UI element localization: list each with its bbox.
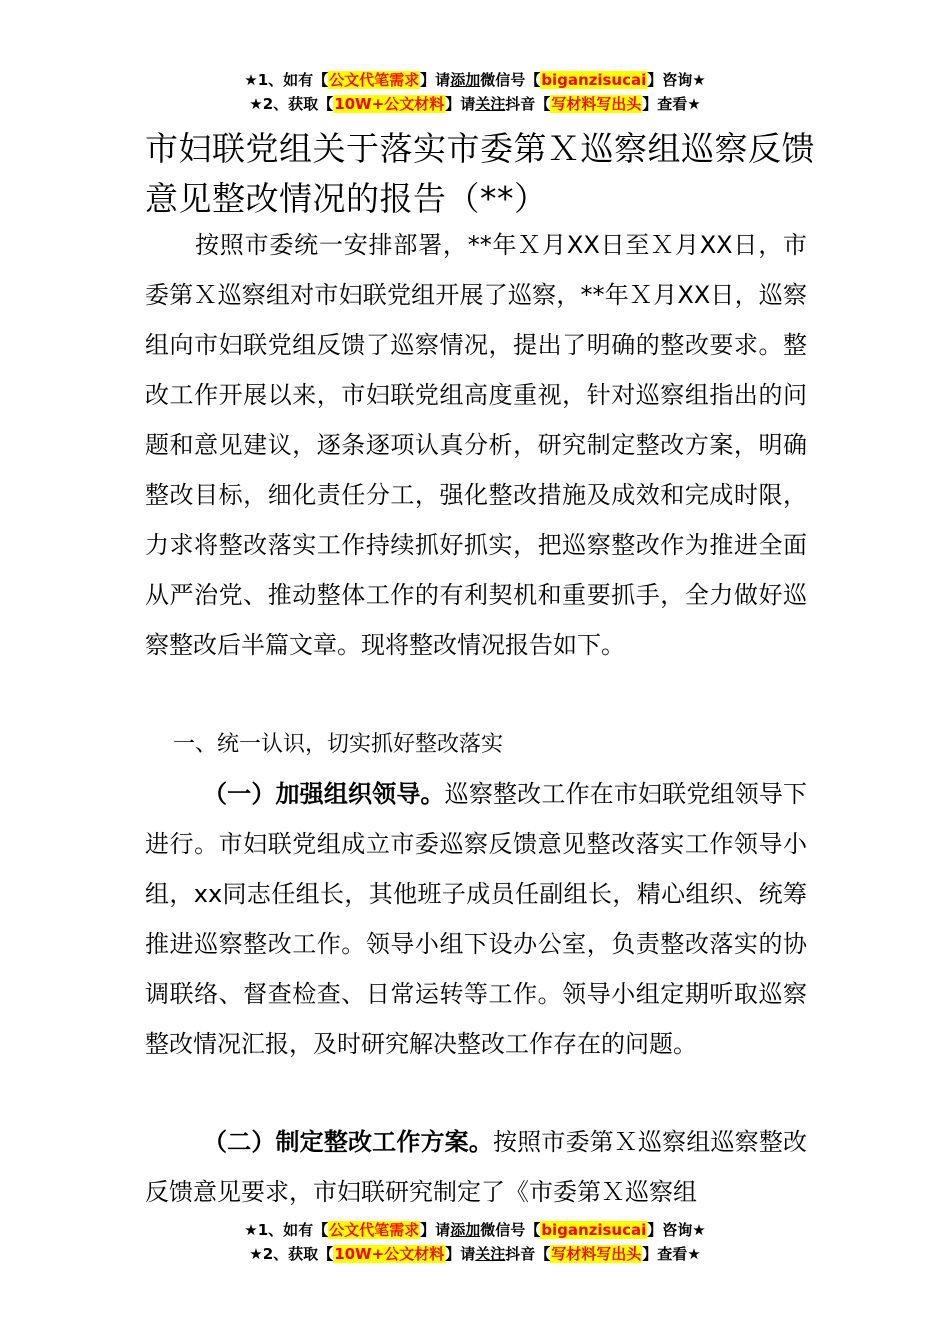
promo-underlined: 添加 — [450, 1221, 481, 1239]
promo-highlight: 10W+公文材料 — [334, 95, 445, 113]
promo-text: 】咨询★ — [647, 71, 706, 89]
promo-text: 】咨询★ — [647, 1221, 706, 1239]
promo-text: 】请 — [445, 95, 476, 113]
promo-underlined: 关注 — [475, 1245, 506, 1263]
promo-text: 】请 — [420, 1221, 451, 1239]
promo-line-1 — [0, 1218, 950, 1242]
promo-text: ★1、如有【 — [244, 71, 329, 89]
promo-text: ★1、如有【 — [244, 1221, 329, 1239]
subsection-paragraph-1 — [145, 769, 807, 1069]
promo-highlight: 写材料写出头 — [551, 95, 642, 113]
subsection-text-1: 巡察整改工作在市妇联党组领导下进行。市妇联党组成立市委巡察反馈意见整改落实工作领导小组，xx同志任组长，其他班子成员任副组长，精心组织、统筹推进巡察整改工作。领导小组下设办公室，负责整改落实的协调联络、督查检查、日常运转等工作。领导小组定期听取巡察整改情况汇报，及时研究解决整改工作存在的问题。 — [145, 780, 808, 1058]
promo-line-2 — [0, 1242, 950, 1266]
promo-banner-bottom — [0, 1218, 950, 1266]
promo-highlight: 公文代笔需求 — [329, 71, 420, 89]
promo-highlight: 公文代笔需求 — [329, 1221, 420, 1239]
promo-highlight: biganzisucai — [541, 71, 647, 89]
promo-underlined: 关注 — [475, 95, 506, 113]
promo-text: 抖音【 — [505, 95, 551, 113]
promo-line-2 — [0, 92, 950, 116]
promo-text: 微信号【 — [480, 71, 541, 89]
intro-paragraph: 按照市委统一安排部署，**年Ｘ月XX日至Ｘ月XX日，市委第Ｘ巡察组对市妇联党组开展了巡察，**年Ｘ月XX日，巡察组向市妇联党组反馈了巡察情况，提出了明确的整改要求。整改工作开展以来，市妇联党组高度重视，针对巡察组指出的问题和意见建议，逐条逐项认真分析，研究制定整改方案，明确整改目标，细化责任分工，强化整改措施及成效和完成时限，力求将整改落实工作持续抓好抓实，把巡察整改作为推进全面从严治党、推动整体工作的有利契机和重要抓手，全力做好巡察整改后半篇文章。现将整改情况报告如下。 — [145, 231, 807, 659]
section-heading-1: 一、统一认识，切实抓好整改落实 — [173, 732, 504, 757]
promo-text: 】请 — [420, 71, 451, 89]
promo-highlight: 10W+公文材料 — [334, 1245, 445, 1263]
promo-text: 】查看★ — [642, 1245, 701, 1263]
subsection-text-2: 按照市委第Ｘ巡察组巡察整改反馈意见要求，市妇联研究制定了《市委第Ｘ巡察组 — [145, 1128, 807, 1206]
promo-text: ★2、获取【 — [249, 1245, 334, 1263]
promo-text: 抖音【 — [505, 1245, 551, 1263]
promo-underlined: 添加 — [450, 71, 481, 89]
document-title: 市妇联党组关于落实市委第Ｘ巡察组巡察反馈意见整改情况的报告（**） — [145, 129, 815, 218]
promo-line-1 — [0, 68, 950, 92]
promo-text: 微信号【 — [480, 1221, 541, 1239]
promo-highlight: biganzisucai — [541, 1221, 647, 1239]
promo-text: ★2、获取【 — [249, 95, 334, 113]
subsection-title-1: （一）加强组织领导。 — [203, 780, 445, 808]
subsection-paragraph-2 — [145, 1117, 807, 1217]
promo-banner-top — [0, 68, 950, 116]
subsection-title-2: （二）制定整改工作方案。 — [203, 1128, 493, 1156]
promo-text: 】查看★ — [642, 95, 701, 113]
promo-highlight: 写材料写出头 — [551, 1245, 642, 1263]
promo-text: 】请 — [445, 1245, 476, 1263]
